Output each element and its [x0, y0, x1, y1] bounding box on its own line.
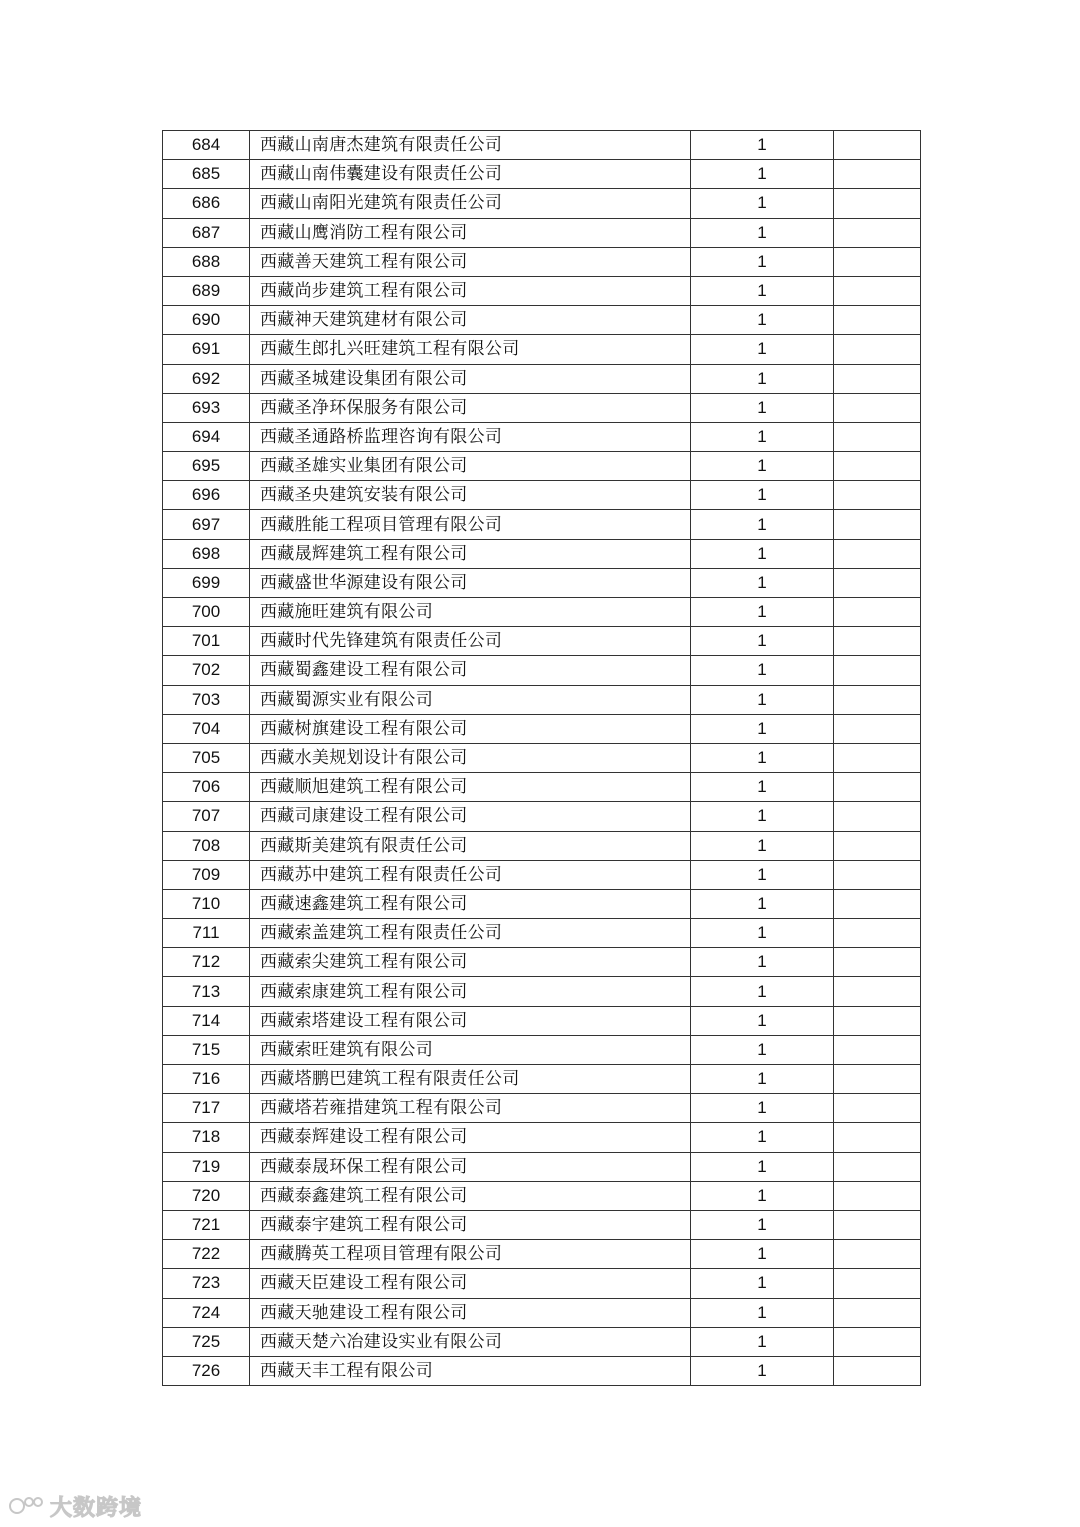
empty-cell — [834, 1065, 921, 1094]
row-number: 688 — [163, 247, 250, 276]
table-row — [163, 1094, 921, 1123]
row-number: 712 — [163, 948, 250, 977]
company-name: 西藏树旗建设工程有限公司 — [250, 714, 691, 743]
count-cell: 1 — [691, 1035, 834, 1064]
row-number: 718 — [163, 1123, 250, 1152]
company-name: 西藏腾英工程项目管理有限公司 — [250, 1240, 691, 1269]
empty-cell — [834, 276, 921, 305]
empty-cell — [834, 481, 921, 510]
row-number: 707 — [163, 802, 250, 831]
company-name: 西藏斯美建筑有限责任公司 — [250, 831, 691, 860]
company-name: 西藏善天建筑工程有限公司 — [250, 247, 691, 276]
row-number: 711 — [163, 919, 250, 948]
count-cell: 1 — [691, 568, 834, 597]
table-row — [163, 539, 921, 568]
empty-cell — [834, 831, 921, 860]
table-row — [163, 1035, 921, 1064]
company-name: 西藏顺旭建筑工程有限公司 — [250, 773, 691, 802]
table-row — [163, 1123, 921, 1152]
company-name: 西藏山南阳光建筑有限责任公司 — [250, 189, 691, 218]
table-row — [163, 1152, 921, 1181]
empty-cell — [834, 306, 921, 335]
row-number: 694 — [163, 422, 250, 451]
count-cell: 1 — [691, 218, 834, 247]
company-name: 西藏苏中建筑工程有限责任公司 — [250, 860, 691, 889]
count-cell: 1 — [691, 860, 834, 889]
row-number: 703 — [163, 685, 250, 714]
company-name: 西藏神天建筑建材有限公司 — [250, 306, 691, 335]
count-cell: 1 — [691, 656, 834, 685]
row-number: 710 — [163, 889, 250, 918]
company-name: 西藏天臣建设工程有限公司 — [250, 1269, 691, 1298]
count-cell: 1 — [691, 948, 834, 977]
count-cell: 1 — [691, 1356, 834, 1385]
count-cell: 1 — [691, 1152, 834, 1181]
count-cell: 1 — [691, 452, 834, 481]
count-cell: 1 — [691, 802, 834, 831]
count-cell: 1 — [691, 1327, 834, 1356]
empty-cell — [834, 189, 921, 218]
empty-cell — [834, 656, 921, 685]
count-cell: 1 — [691, 422, 834, 451]
empty-cell — [834, 1006, 921, 1035]
row-number: 716 — [163, 1065, 250, 1094]
empty-cell — [834, 1094, 921, 1123]
row-number: 700 — [163, 598, 250, 627]
company-name: 西藏圣雄实业集团有限公司 — [250, 452, 691, 481]
count-cell: 1 — [691, 393, 834, 422]
empty-cell — [834, 364, 921, 393]
row-number: 702 — [163, 656, 250, 685]
table-row — [163, 335, 921, 364]
row-number: 687 — [163, 218, 250, 247]
table-row — [163, 452, 921, 481]
row-number: 706 — [163, 773, 250, 802]
count-cell: 1 — [691, 1094, 834, 1123]
table-row — [163, 422, 921, 451]
empty-cell — [834, 802, 921, 831]
count-cell: 1 — [691, 1065, 834, 1094]
empty-cell — [834, 160, 921, 189]
row-number: 717 — [163, 1094, 250, 1123]
count-cell: 1 — [691, 247, 834, 276]
row-number: 698 — [163, 539, 250, 568]
empty-cell — [834, 1327, 921, 1356]
empty-cell — [834, 1240, 921, 1269]
row-number: 685 — [163, 160, 250, 189]
company-name: 西藏泰辉建设工程有限公司 — [250, 1123, 691, 1152]
company-name: 西藏天楚六冶建设实业有限公司 — [250, 1327, 691, 1356]
count-cell: 1 — [691, 276, 834, 305]
row-number: 709 — [163, 860, 250, 889]
empty-cell — [834, 1210, 921, 1239]
empty-cell — [834, 685, 921, 714]
empty-cell — [834, 598, 921, 627]
count-cell: 1 — [691, 335, 834, 364]
company-name: 西藏蜀源实业有限公司 — [250, 685, 691, 714]
empty-cell — [834, 627, 921, 656]
company-name: 西藏尚步建筑工程有限公司 — [250, 276, 691, 305]
row-number: 720 — [163, 1181, 250, 1210]
row-number: 713 — [163, 977, 250, 1006]
empty-cell — [834, 1356, 921, 1385]
row-number: 690 — [163, 306, 250, 335]
empty-cell — [834, 1269, 921, 1298]
row-number: 724 — [163, 1298, 250, 1327]
table-row — [163, 1298, 921, 1327]
company-name: 西藏泰宇建筑工程有限公司 — [250, 1210, 691, 1239]
table-body — [163, 131, 921, 1386]
count-cell: 1 — [691, 773, 834, 802]
table-row — [163, 685, 921, 714]
company-name: 西藏司康建设工程有限公司 — [250, 802, 691, 831]
company-name: 西藏泰晟环保工程有限公司 — [250, 1152, 691, 1181]
count-cell: 1 — [691, 889, 834, 918]
count-cell: 1 — [691, 598, 834, 627]
company-name: 西藏天驰建设工程有限公司 — [250, 1298, 691, 1327]
count-cell: 1 — [691, 306, 834, 335]
empty-cell — [834, 218, 921, 247]
table-row — [163, 276, 921, 305]
table-row — [163, 131, 921, 160]
table-row — [163, 802, 921, 831]
empty-cell — [834, 393, 921, 422]
empty-cell — [834, 1181, 921, 1210]
empty-cell — [834, 568, 921, 597]
count-cell: 1 — [691, 1269, 834, 1298]
empty-cell — [834, 1123, 921, 1152]
row-number: 705 — [163, 743, 250, 772]
company-name: 西藏索康建筑工程有限公司 — [250, 977, 691, 1006]
count-cell: 1 — [691, 1006, 834, 1035]
company-name: 西藏胜能工程项目管理有限公司 — [250, 510, 691, 539]
empty-cell — [834, 510, 921, 539]
table-row — [163, 831, 921, 860]
table-row — [163, 1356, 921, 1385]
company-name: 西藏山南唐杰建筑有限责任公司 — [250, 131, 691, 160]
table-row — [163, 1006, 921, 1035]
row-number: 701 — [163, 627, 250, 656]
row-number: 699 — [163, 568, 250, 597]
count-cell: 1 — [691, 1181, 834, 1210]
row-number: 695 — [163, 452, 250, 481]
count-cell: 1 — [691, 831, 834, 860]
table-row — [163, 160, 921, 189]
empty-cell — [834, 1298, 921, 1327]
table-row — [163, 510, 921, 539]
company-name: 西藏施旺建筑有限公司 — [250, 598, 691, 627]
company-name: 西藏蜀鑫建设工程有限公司 — [250, 656, 691, 685]
table-row — [163, 218, 921, 247]
count-cell: 1 — [691, 1123, 834, 1152]
table-row — [163, 860, 921, 889]
company-name: 西藏山南伟囊建设有限责任公司 — [250, 160, 691, 189]
count-cell: 1 — [691, 685, 834, 714]
table-row — [163, 568, 921, 597]
empty-cell — [834, 860, 921, 889]
empty-cell — [834, 131, 921, 160]
row-number: 686 — [163, 189, 250, 218]
brand-logo-icon — [8, 1494, 44, 1518]
table-row — [163, 919, 921, 948]
empty-cell — [834, 714, 921, 743]
company-name: 西藏圣通路桥监理咨询有限公司 — [250, 422, 691, 451]
row-number: 723 — [163, 1269, 250, 1298]
table-row — [163, 364, 921, 393]
watermark-text: 大数跨境 — [50, 1495, 143, 1521]
table-row — [163, 1181, 921, 1210]
row-number: 684 — [163, 131, 250, 160]
table-row — [163, 773, 921, 802]
company-name: 西藏塔若雍措建筑工程有限公司 — [250, 1094, 691, 1123]
empty-cell — [834, 919, 921, 948]
company-name: 西藏泰鑫建筑工程有限公司 — [250, 1181, 691, 1210]
table-row — [163, 189, 921, 218]
row-number: 697 — [163, 510, 250, 539]
table-row — [163, 247, 921, 276]
table-row — [163, 977, 921, 1006]
table-row — [163, 714, 921, 743]
company-name: 西藏圣净环保服务有限公司 — [250, 393, 691, 422]
company-name: 西藏水美规划设计有限公司 — [250, 743, 691, 772]
row-number: 689 — [163, 276, 250, 305]
count-cell: 1 — [691, 977, 834, 1006]
count-cell: 1 — [691, 743, 834, 772]
row-number: 722 — [163, 1240, 250, 1269]
empty-cell — [834, 335, 921, 364]
company-name: 西藏时代先锋建筑有限责任公司 — [250, 627, 691, 656]
count-cell: 1 — [691, 160, 834, 189]
table-row — [163, 481, 921, 510]
row-number: 693 — [163, 393, 250, 422]
row-number: 715 — [163, 1035, 250, 1064]
count-cell: 1 — [691, 364, 834, 393]
company-name: 西藏塔鹏巴建筑工程有限责任公司 — [250, 1065, 691, 1094]
company-name: 西藏索盖建筑工程有限责任公司 — [250, 919, 691, 948]
company-name: 西藏索尖建筑工程有限公司 — [250, 948, 691, 977]
company-name: 西藏圣城建设集团有限公司 — [250, 364, 691, 393]
count-cell: 1 — [691, 714, 834, 743]
count-cell: 1 — [691, 1240, 834, 1269]
count-cell: 1 — [691, 189, 834, 218]
company-name: 西藏晟辉建筑工程有限公司 — [250, 539, 691, 568]
empty-cell — [834, 948, 921, 977]
count-cell: 1 — [691, 1210, 834, 1239]
table-row — [163, 889, 921, 918]
company-name: 西藏索塔建设工程有限公司 — [250, 1006, 691, 1035]
table-row — [163, 1240, 921, 1269]
count-cell: 1 — [691, 919, 834, 948]
empty-cell — [834, 539, 921, 568]
watermark — [8, 1490, 142, 1522]
company-name: 西藏圣央建筑安装有限公司 — [250, 481, 691, 510]
table-row — [163, 656, 921, 685]
table-row — [163, 1327, 921, 1356]
table-row — [163, 1065, 921, 1094]
company-list-table — [162, 130, 921, 1386]
company-name: 西藏速鑫建筑工程有限公司 — [250, 889, 691, 918]
count-cell: 1 — [691, 539, 834, 568]
table-row — [163, 598, 921, 627]
table-row — [163, 743, 921, 772]
table-row — [163, 948, 921, 977]
company-name: 西藏索旺建筑有限公司 — [250, 1035, 691, 1064]
row-number: 725 — [163, 1327, 250, 1356]
company-name: 西藏天丰工程有限公司 — [250, 1356, 691, 1385]
empty-cell — [834, 1035, 921, 1064]
company-name: 西藏盛世华源建设有限公司 — [250, 568, 691, 597]
row-number: 708 — [163, 831, 250, 860]
row-number: 704 — [163, 714, 250, 743]
company-name: 西藏生郎扎兴旺建筑工程有限公司 — [250, 335, 691, 364]
table-row — [163, 1269, 921, 1298]
empty-cell — [834, 773, 921, 802]
empty-cell — [834, 743, 921, 772]
row-number: 696 — [163, 481, 250, 510]
company-name: 西藏山鹰消防工程有限公司 — [250, 218, 691, 247]
count-cell: 1 — [691, 627, 834, 656]
count-cell: 1 — [691, 481, 834, 510]
count-cell: 1 — [691, 1298, 834, 1327]
row-number: 719 — [163, 1152, 250, 1181]
row-number: 691 — [163, 335, 250, 364]
table-row — [163, 627, 921, 656]
row-number: 726 — [163, 1356, 250, 1385]
empty-cell — [834, 452, 921, 481]
row-number: 721 — [163, 1210, 250, 1239]
count-cell: 1 — [691, 510, 834, 539]
empty-cell — [834, 889, 921, 918]
table-row — [163, 306, 921, 335]
empty-cell — [834, 247, 921, 276]
empty-cell — [834, 1152, 921, 1181]
count-cell: 1 — [691, 131, 834, 160]
row-number: 714 — [163, 1006, 250, 1035]
table-row — [163, 1210, 921, 1239]
table-row — [163, 393, 921, 422]
empty-cell — [834, 977, 921, 1006]
empty-cell — [834, 422, 921, 451]
row-number: 692 — [163, 364, 250, 393]
